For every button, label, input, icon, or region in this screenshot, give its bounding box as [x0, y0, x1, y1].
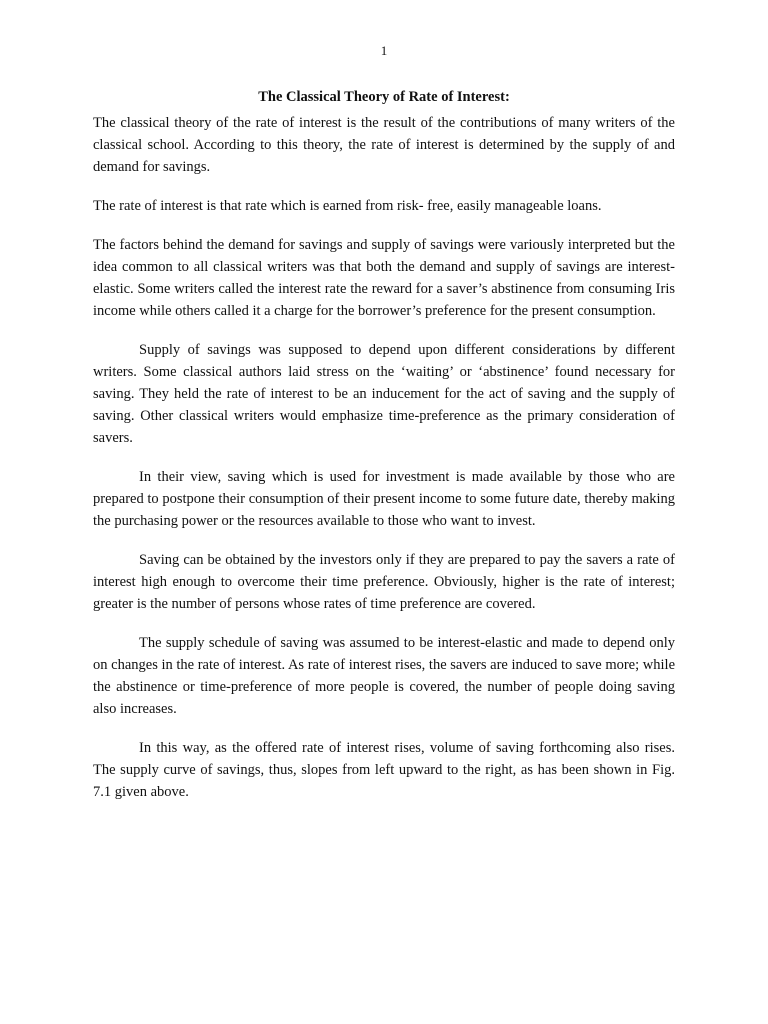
- paragraph-2: The rate of interest is that rate which is earned from risk- free, easily manageable loans.: [93, 198, 602, 214]
- paragraph-3: The factors behind the demand for savings and supply of savings were variously interpreted but the idea common to all classical writers was that both the demand and supply of savings are interest-elastic. Some writers called the interest rate the reward for a saver’s abstinence from consuming Iris income while others called it a charge for the borrower’s preference for the present consumption.: [93, 237, 675, 319]
- paragraph-8: In this way, as the offered rate of interest rises, volume of saving forthcoming also rises. The supply curve of savings, thus, slopes from left upward to the right, as has been shown in Fig. 7.1 given above.: [93, 740, 675, 800]
- paragraph-1: The classical theory of the rate of interest is the result of the contributions of many writers of the classical school. According to this theory, the rate of interest is determined by the supply of and demand for savings.: [93, 115, 675, 175]
- paragraph-5: In their view, saving which is used for investment is made available by those who are prepared to postpone their consumption of their present income to some future date, thereby making the purchasing power or the resources available to those who want to invest.: [93, 469, 675, 529]
- document-body: [93, 88, 675, 820]
- paragraph-6: Saving can be obtained by the investors only if they are prepared to pay the savers a rate of interest high enough to overcome their time preference. Obviously, higher is the rate of interest; greater is the number of persons whose rates of time preference are covered.: [93, 552, 675, 612]
- paragraph-7: The supply schedule of saving was assumed to be interest-elastic and made to depend only on changes in the rate of interest. As rate of interest rises, the savers are induced to save more; while the abstinence or time-preference of more people is covered, the number of people doing saving also increases.: [93, 635, 675, 717]
- paragraph-4: Supply of savings was supposed to depend upon different considerations by different writers. Some classical authors laid stress on the ‘waiting’ or ‘abstinence’ found necessary for saving. They held the rate of interest to be an inducement for the act of saving and the supply of saving. Other classical writers would emphasize time-preference as the primary consideration of savers.: [93, 342, 675, 446]
- page-number: 1: [380, 43, 388, 58]
- document-title: The Classical Theory of Rate of Interest:: [258, 89, 510, 105]
